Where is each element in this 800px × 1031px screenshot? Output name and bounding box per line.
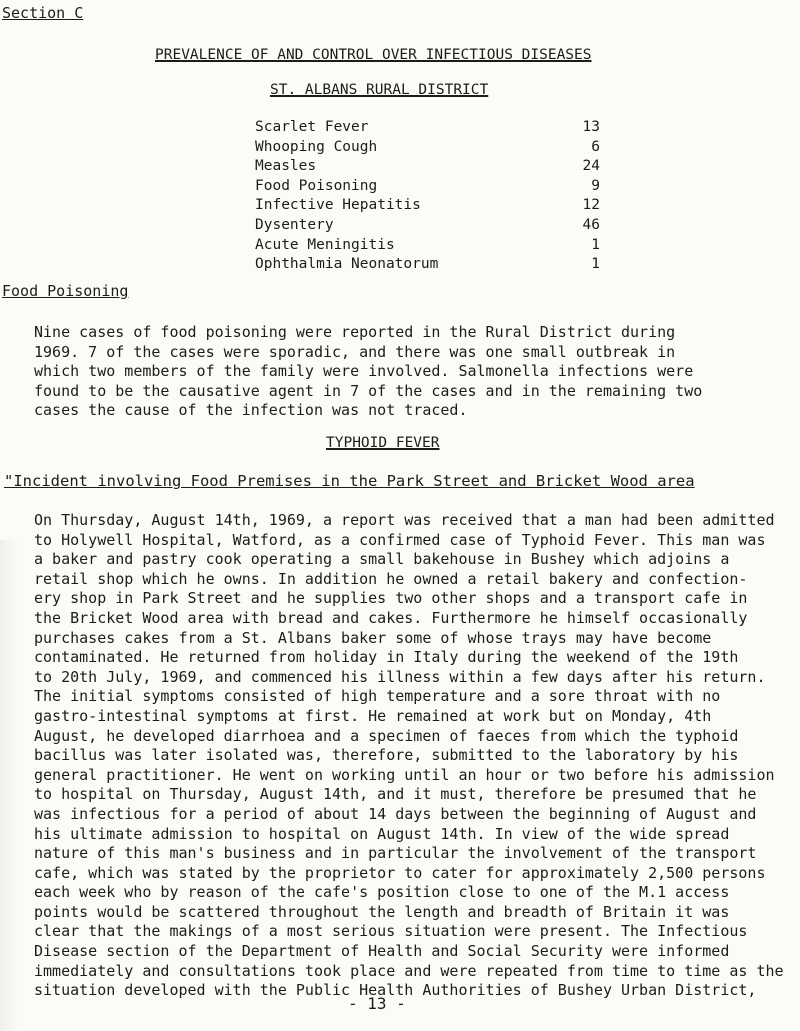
disease-count: 24 [582, 158, 600, 175]
disease-row [255, 236, 600, 256]
disease-count: 46 [582, 216, 600, 233]
disease-name: Food Poisoning [255, 177, 378, 194]
disease-table [255, 118, 600, 275]
disease-name: Dysentery [255, 216, 334, 233]
disease-name: Acute Meningitis [255, 236, 395, 253]
incident-paragraph: On Thursday, August 14th, 1969, a report was received that a man had been admitted to Holywell Hospital, Watford, as a confirmed case of Typhoid Fever. This man was a baker and pastry cook operating a small bakehouse in Bushey which adjoins a retail shop which he owns. In addition he owned a retail bakery and confection- ery shop in Park Street and he supplies two other shops and a transport cafe in the Bricket Wood area with bread and cakes. Furthermore he himself occasionally purchases cakes from a St. Albans baker some of whose trays may have become contaminated. He returned from holiday in Italy during the weekend of the 19th to 20th July, 1969, and commenced his illness within a few days after his return. The initial symptoms consisted of high temperature and a sore throat with no gastro-intestinal symptoms at first. He remained at work but on Monday, 4th August, he developed diarrhoea and a specimen of faeces from which the typhoid bacillus was later isolated was, therefore, submitted to the laboratory by his general practitioner. He went on working until an hour or two before his admission to hospital on Thursday, August 14th, and it must, therefore be presumed that he was infectious for a period of about 14 days between the beginning of August and his ultimate admission to hospital on August 14th. In view of the wide spread nature of this man's business and in particular the involvement of the transport cafe, which was stated by the proprietor to cater for approximately 2,500 persons each week who by reason of the cafe's position close to one of the M.1 access points would be scattered throughout the length and breadth of Britain it was clear that the makings of a most serious situation were present. The Infectious Disease section of the Department of Health and Social Security were informed immediately and consultations took place and were repeated from time to time as the situation developed with the Public Health Authorities of Bushey Urban District, [34, 511, 784, 1000]
disease-name: Scarlet Fever [255, 119, 369, 135]
disease-row [255, 196, 600, 216]
disease-count: 12 [582, 197, 600, 214]
disease-count: 13 [582, 119, 600, 135]
disease-row [255, 138, 600, 158]
disease-name: Measles [255, 158, 317, 175]
disease-name: Ophthalmia Neonatorum [255, 256, 439, 273]
disease-count: 6 [591, 138, 600, 155]
disease-row [255, 177, 600, 197]
disease-count: 1 [591, 236, 600, 253]
district-title: ST. ALBANS RURAL DISTRICT [270, 82, 489, 98]
main-title: PREVALENCE OF AND CONTROL OVER INFECTIOUS DISEASES [155, 47, 592, 63]
disease-name: Whooping Cough [255, 138, 378, 155]
food-poisoning-heading: Food Poisoning [2, 282, 129, 300]
disease-row [255, 157, 600, 177]
food-poisoning-paragraph: Nine cases of food poisoning were reported in the Rural District during 1969. 7 of the cases were sporadic, and there was one small outbreak in which two members of the family were involved. Salmonella infections were found to be the causative agent in 7 of the cases and in the remaining two cases the cause of the infection was not traced. [34, 323, 703, 420]
disease-row [255, 255, 600, 275]
scan-margin-shadow [0, 540, 18, 1031]
disease-count: 1 [591, 256, 600, 273]
disease-row [255, 118, 600, 138]
disease-name: Infective Hepatitis [255, 197, 421, 214]
section-label: Section C [2, 4, 84, 22]
page-number: - 13 - [348, 994, 406, 1013]
incident-heading: "Incident involving Food Premises in the Park Street and Bricket Wood area [4, 472, 695, 490]
typhoid-heading: TYPHOID FEVER [326, 435, 440, 451]
disease-count: 9 [591, 177, 600, 194]
disease-row [255, 216, 600, 236]
